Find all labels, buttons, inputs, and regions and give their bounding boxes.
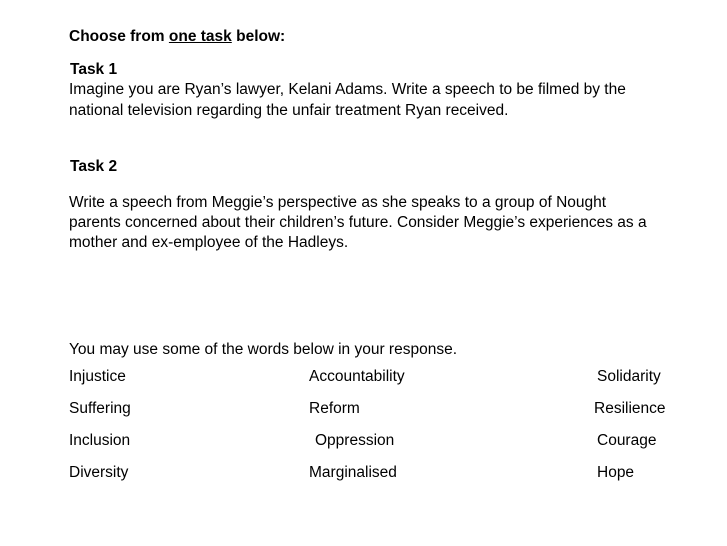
word-accountability: Accountability: [309, 368, 405, 385]
word-inclusion: Inclusion: [69, 432, 131, 449]
word-solidarity: Solidarity: [597, 368, 661, 385]
task2-line-1: Write a speech from Meggie’s perspective as she speaks to a group of Nought: [69, 194, 607, 211]
task2-title: Task 2: [70, 158, 118, 175]
task1-line-1: Imagine you are Ryan’s lawyer, Kelani Adams. Write a speech to be filmed by the: [69, 81, 626, 98]
instruction-heading: [69, 28, 285, 46]
task2-line-3: mother and ex-employee of the Hadleys.: [69, 234, 349, 251]
heading-underlined: one task: [168, 28, 232, 45]
heading-prefix: Choose from: [69, 28, 169, 45]
word-courage: Courage: [597, 432, 657, 449]
word-marginalised: Marginalised: [309, 464, 397, 481]
word-reform: Reform: [309, 400, 360, 417]
heading-suffix: below:: [231, 28, 286, 45]
word-hope: Hope: [597, 464, 635, 481]
task2-line-2: parents concerned about their children’s future. Consider Meggie’s experiences as a: [69, 214, 647, 231]
word-injustice: Injustice: [69, 368, 126, 385]
task1-title: Task 1: [70, 61, 118, 78]
word-bank-intro: You may use some of the words below in your response.: [69, 341, 457, 358]
task1-line-2: national television regarding the unfair treatment Ryan received.: [69, 102, 509, 119]
word-diversity: Diversity: [69, 464, 129, 481]
word-suffering: Suffering: [69, 400, 131, 417]
word-resilience: Resilience: [594, 400, 666, 417]
word-oppression: Oppression: [315, 432, 395, 449]
